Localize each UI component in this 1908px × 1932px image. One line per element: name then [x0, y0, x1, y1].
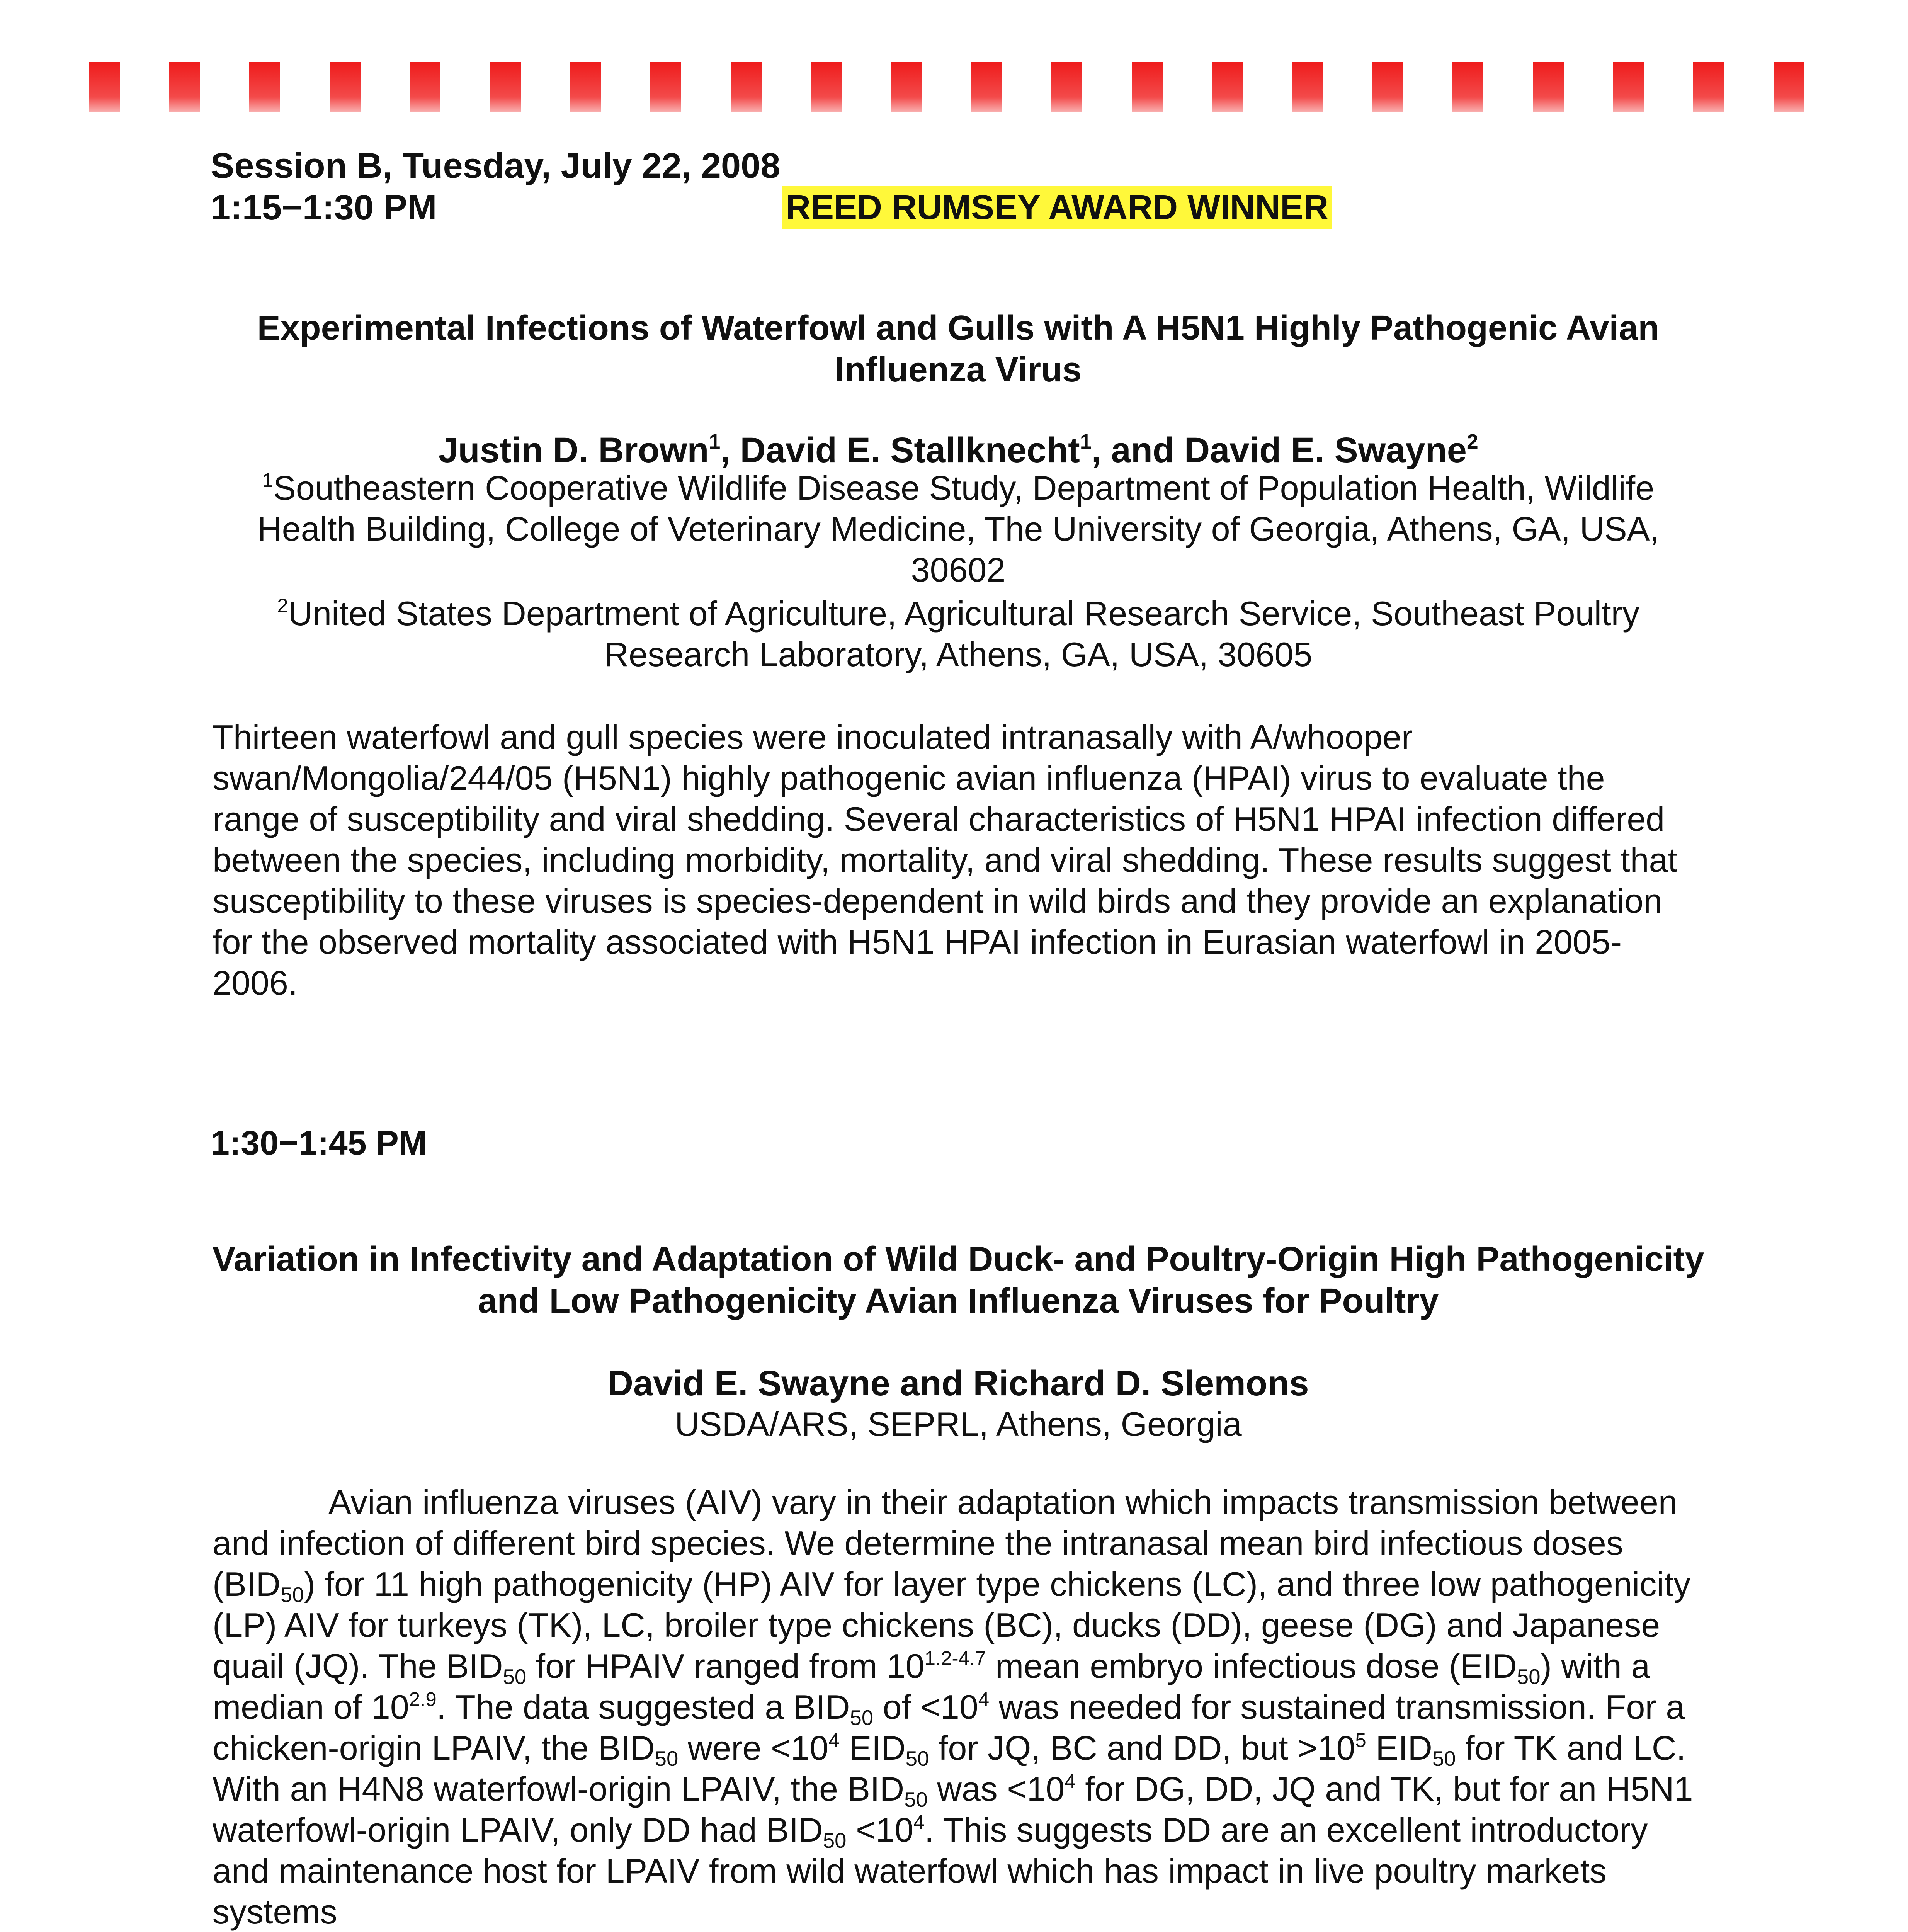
border-dash [89, 62, 120, 112]
subscript: 50 [823, 1829, 847, 1853]
border-dash [1212, 62, 1243, 112]
award-highlight: REED RUMSEY AWARD WINNER [782, 186, 1332, 229]
author-name: David E. Swayne [1184, 430, 1467, 470]
session-date: Session B, Tuesday, July 22, 2008 [211, 146, 781, 185]
superscript: 4 [828, 1729, 840, 1751]
border-dash [891, 62, 922, 112]
border-dash [971, 62, 1002, 112]
abstract-text: . The data suggested a BID [436, 1688, 850, 1726]
border-dash [1693, 62, 1724, 112]
subscript: 50 [1432, 1747, 1456, 1771]
abstract-text: EID [1366, 1729, 1432, 1767]
abstract-text: ) with a median of 10 [213, 1647, 1650, 1726]
abstract-text: <10 [846, 1811, 914, 1849]
border-dash [650, 62, 681, 112]
superscript: 1.2-4.7 [924, 1647, 986, 1669]
border-dash [1533, 62, 1564, 112]
superscript: 4 [1065, 1770, 1076, 1792]
border-dash [1292, 62, 1323, 112]
subscript: 50 [850, 1706, 874, 1730]
border-dash [169, 62, 200, 112]
subscript: 50 [905, 1747, 929, 1771]
author-affiliation-marker: 1 [709, 430, 721, 454]
abstract-text: Avian influenza viruses (AIV) vary in their adaptation which impacts transmission between and infection of different bird species. We determine the intranasal mean bird infectious doses (BID [213, 1483, 1677, 1603]
abstract-text: for DG, DD, JQ and TK, but for an H5N1 waterfowl-origin LPAIV, only DD had BID [213, 1770, 1693, 1849]
author-name: David E. Stallknecht [740, 430, 1080, 470]
abstract-text: for JQ, BC and DD, but >10 [929, 1729, 1355, 1767]
talk1-authors [209, 429, 1708, 471]
talk1-affiliation-1 [209, 468, 1708, 590]
abstract-text: of <10 [873, 1688, 978, 1726]
subscript: 50 [655, 1747, 679, 1771]
superscript: 4 [978, 1688, 990, 1710]
subscript: 50 [1517, 1665, 1541, 1689]
author-affiliation-marker: 1 [1080, 430, 1092, 454]
affiliation-text: Southeastern Cooperative Wildlife Disease Study, Department of Population Health, Wildlife Health Building, College of Veterinary Medicine, The University of Georgia, Athens, GA, USA, 30602 [257, 469, 1659, 589]
author-separator: , [720, 430, 740, 470]
talk1-abstract: Thirteen waterfowl and gull species were inoculated intranasally with A/whooper swan/Mongolia/244/05 (H5N1) highly pathogenic avian influenza (HPAI) virus to evaluate the range of susceptibility and viral shedding. Several characteristics of H5N1 HPAI infection differed between the species, including morbidity, mortality, and viral shedding. These results suggest that susceptibility to these viruses is species-dependent in wild birds and they provide an explanation for the observed mortality associated with H5N1 HPAI infection in Eurasian waterfowl in 2005-2006. [213, 718, 1677, 1002]
talk1-time: 1:15−1:30 PM [211, 188, 437, 227]
author-affiliation-marker: 2 [1466, 430, 1478, 454]
subscript: 50 [503, 1665, 527, 1689]
superscript: 2.9 [409, 1688, 437, 1710]
abstract-text: for HPAIV ranged from 10 [526, 1647, 925, 1685]
session-header [211, 145, 780, 228]
abstract-text: mean embryo infectious dose (EID [986, 1647, 1517, 1685]
border-dash [410, 62, 440, 112]
abstract-text: were <10 [678, 1729, 829, 1767]
talk2-time: 1:30−1:45 PM [211, 1124, 427, 1162]
abstract-text: was needed for sustained transmission. For a chicken-origin LPAIV, the BID [213, 1688, 1685, 1767]
abstract-text: was <10 [927, 1770, 1065, 1808]
subscript: 50 [904, 1788, 928, 1812]
border-dash [1132, 62, 1163, 112]
superscript: 5 [1355, 1729, 1366, 1751]
talk1-title: Experimental Infections of Waterfowl and Gulls with A H5N1 Highly Pathogenic Avian Influenza Virus [257, 309, 1660, 389]
talk2-authors: David E. Swayne and Richard D. Slemons [607, 1364, 1309, 1403]
affiliation-text: United States Department of Agriculture, Agricultural Research Service, Southeast Poultry Research Laboratory, Athens, GA, USA, 30605 [288, 594, 1639, 673]
superscript: 4 [913, 1811, 925, 1833]
abstract-text: . This suggests DD are an excellent introductory and maintenance host for LPAIV from wild waterfowl which has impact in live poultry markets systems [213, 1811, 1648, 1931]
border-dash [1452, 62, 1483, 112]
border-dash [249, 62, 280, 112]
abstract-text: EID [839, 1729, 906, 1767]
author-name: Justin D. Brown [438, 430, 709, 470]
border-dash [1774, 62, 1804, 112]
affiliation-marker: 2 [277, 594, 288, 617]
border-dash [731, 62, 762, 112]
talk2-affiliation: USDA/ARS, SEPRL, Athens, Georgia [675, 1405, 1242, 1443]
affiliation-marker: 1 [262, 469, 274, 491]
border-dash [811, 62, 842, 112]
talk2-title: Variation in Infectivity and Adaptation of Wild Duck- and Poultry-Origin High Pathogenicity and Low Pathogenicity Avian Influenza Viruses for Poultry [212, 1240, 1704, 1320]
border-dash [490, 62, 521, 112]
talk1-affiliation-2 [209, 593, 1708, 675]
abstract-text: for TK and LC. With an H4N8 waterfowl-origin LPAIV, the BID [213, 1729, 1686, 1808]
border-dash [330, 62, 361, 112]
abstract-text: ) for 11 high pathogenicity (HP) AIV for layer type chickens (LC), and three low pathogenicity (LP) AIV for turkeys (TK), LC, broiler type chickens (BC), ducks (DD), geese (DG) and Japanese quail (JQ). The BID [213, 1565, 1691, 1685]
border-dash [1613, 62, 1644, 112]
decorative-dash-border [89, 62, 1804, 120]
subscript: 50 [281, 1583, 304, 1607]
talk2-abstract [213, 1482, 1708, 1932]
author-separator: , and [1091, 430, 1184, 470]
border-dash [1372, 62, 1403, 112]
border-dash [1051, 62, 1082, 112]
border-dash [570, 62, 601, 112]
